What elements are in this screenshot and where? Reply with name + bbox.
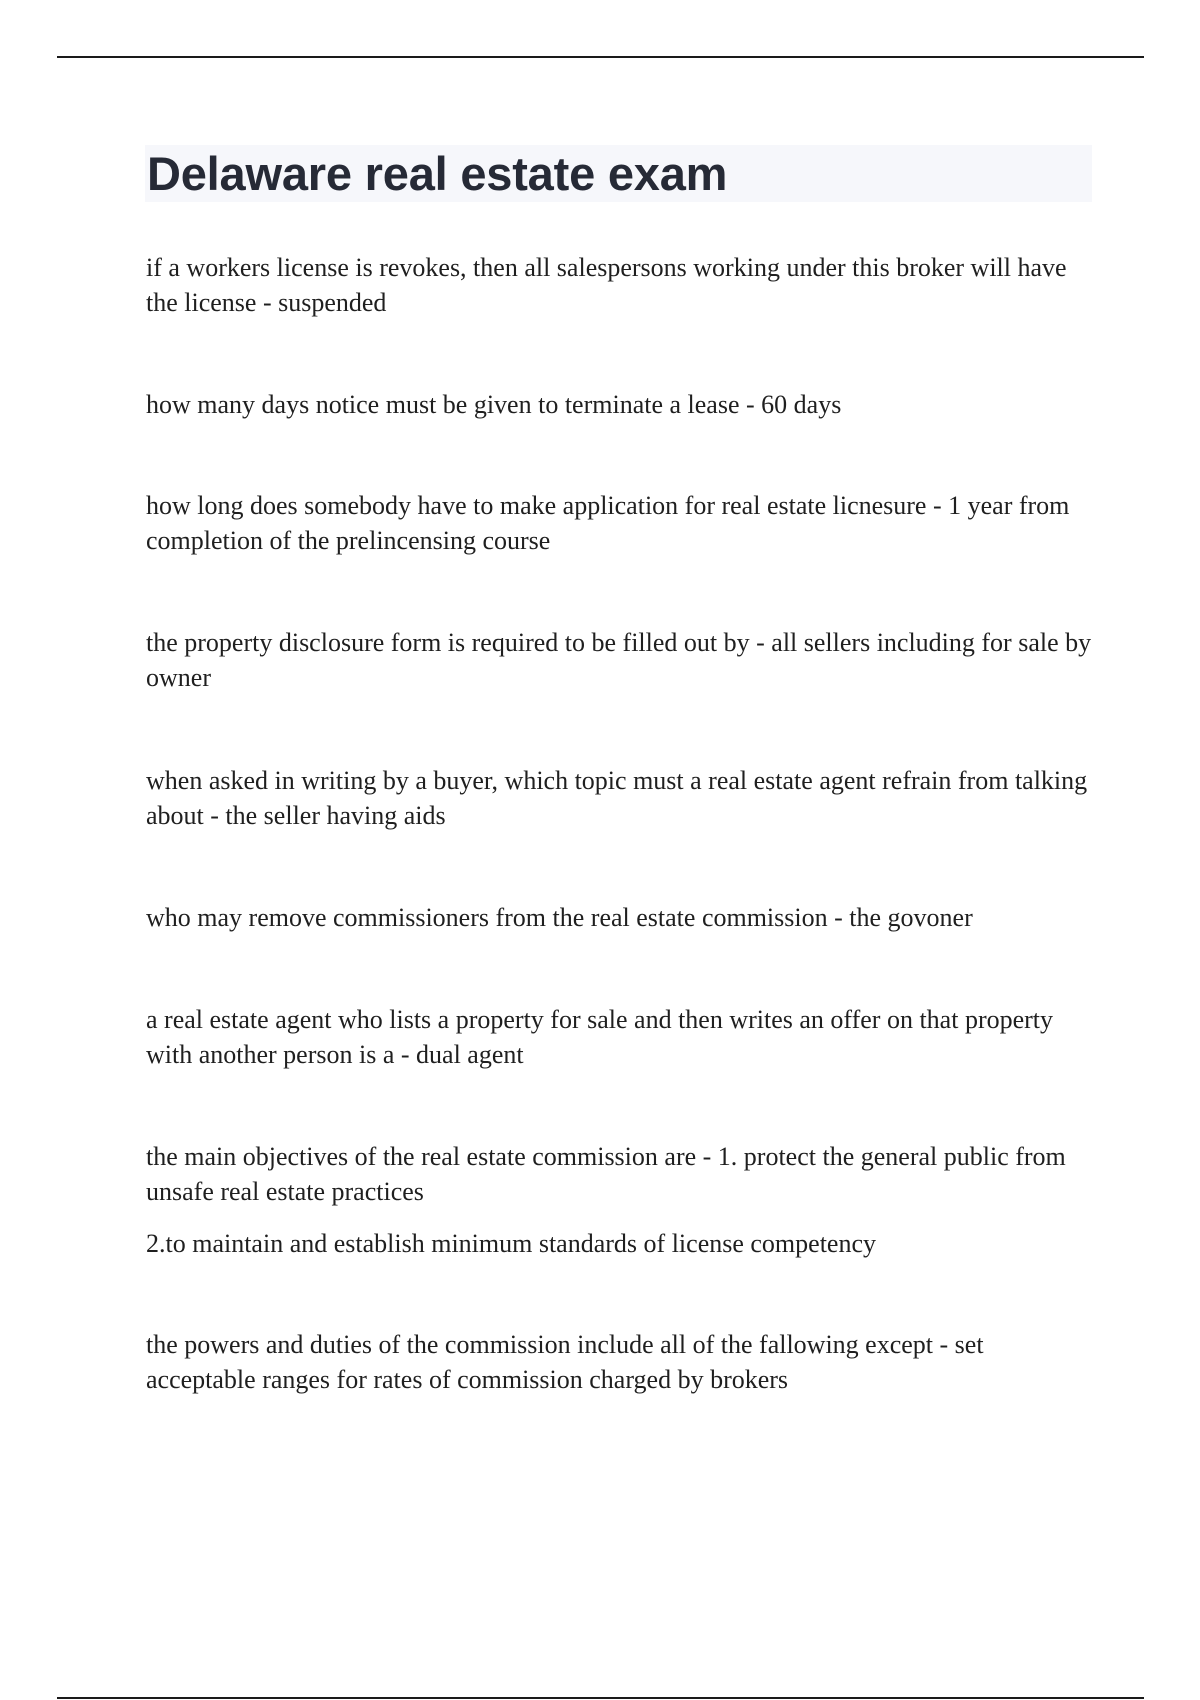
qa-item-2 (146, 387, 841, 422)
qa-text: a real estate agent who lists a property for sale and then writes an offer on that property with another person is a - dual agent (146, 1005, 1054, 1069)
qa-text: how long does somebody have to make application for real estate licnesure - 1 year from completion of the prelincensing course (146, 491, 1070, 555)
qa-text: if a workers license is revokes, then all salespersons working under this broker will have the license - suspended (146, 253, 1067, 317)
bottom-rule (57, 1697, 1144, 1699)
qa-item-9 (146, 1327, 1096, 1397)
qa-item-3 (146, 488, 1096, 558)
qa-text: the property disclosure form is required to be filled out by - all sellers including for sale by owner (146, 628, 1092, 692)
qa-text: how many days notice must be given to terminate a lease - 60 days (146, 390, 842, 419)
qa-item-8 (146, 1139, 1096, 1261)
qa-item-5 (146, 763, 1096, 833)
qa-text: when asked in writing by a buyer, which topic must a real estate agent refrain from talking about - the seller having aids (146, 766, 1088, 830)
qa-item-7 (146, 1002, 1096, 1072)
top-rule (57, 56, 1144, 58)
qa-item-1 (146, 250, 1096, 320)
qa-item-4 (146, 625, 1096, 695)
qa-text: the main objectives of the real estate commission are - 1. protect the general public from unsafe real estate practices (146, 1142, 1066, 1206)
qa-item-6 (146, 900, 973, 935)
qa-text: who may remove commissioners from the real estate commission - the govoner (146, 903, 973, 932)
qa-text-continued: 2.to maintain and establish minimum standards of license competency (146, 1229, 876, 1258)
qa-text: the powers and duties of the commission include all of the fallowing except - set acceptable ranges for rates of commission charged by brokers (146, 1330, 984, 1394)
title-banner (145, 145, 1092, 202)
page-title: Delaware real estate exam (147, 147, 728, 200)
